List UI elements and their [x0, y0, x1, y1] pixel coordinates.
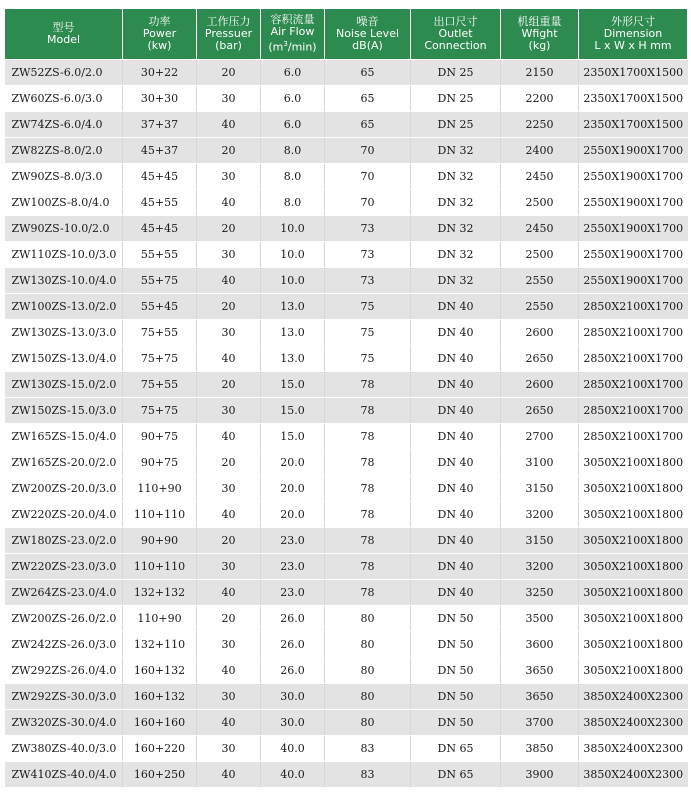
weight-cell: 3100 — [501, 450, 579, 476]
dimension-cell: 2550X1900X1700 — [579, 242, 688, 268]
pressure-cell: 30 — [197, 476, 261, 502]
pressure-cell: 20 — [197, 60, 261, 86]
power-cell: 110+110 — [123, 502, 197, 528]
table-header — [5, 9, 688, 60]
dimension-cell: 3850X2400X2300 — [579, 736, 688, 762]
outlet-cell: DN 50 — [411, 606, 501, 632]
pressure-cell: 30 — [197, 320, 261, 346]
air-flow-cell: 20.0 — [261, 502, 325, 528]
air-flow-cell: 23.0 — [261, 528, 325, 554]
noise-cell: 70 — [325, 138, 411, 164]
dimension-cell: 2550X1900X1700 — [579, 190, 688, 216]
outlet-cell: DN 32 — [411, 268, 501, 294]
power-cell: 75+55 — [123, 320, 197, 346]
noise-cell: 78 — [325, 554, 411, 580]
model-cell: ZW165ZS-20.0/2.0 — [5, 450, 123, 476]
weight-cell: 3150 — [501, 528, 579, 554]
noise-cell: 75 — [325, 346, 411, 372]
outlet-cell: DN 40 — [411, 528, 501, 554]
outlet-cell: DN 40 — [411, 580, 501, 606]
weight-cell: 2150 — [501, 60, 579, 86]
col-header-air-flow: 容积流量 Air Flow $(m^3/\min)$ — [261, 9, 325, 60]
pressure-cell: 40 — [197, 346, 261, 372]
model-cell: ZW130ZS-13.0/3.0 — [5, 320, 123, 346]
outlet-cell: DN 32 — [411, 242, 501, 268]
model-cell: ZW100ZS-13.0/2.0 — [5, 294, 123, 320]
air-flow-cell: 26.0 — [261, 606, 325, 632]
weight-cell: 2450 — [501, 216, 579, 242]
weight-cell: 2500 — [501, 242, 579, 268]
air-flow-cell: 8.0 — [261, 164, 325, 190]
table-body — [5, 60, 688, 788]
pressure-cell: 40 — [197, 424, 261, 450]
dimension-cell: 2850X2100X1700 — [579, 346, 688, 372]
noise-cell: 78 — [325, 424, 411, 450]
weight-cell: 2200 — [501, 86, 579, 112]
noise-cell: 83 — [325, 762, 411, 788]
weight-cell: 2600 — [501, 320, 579, 346]
power-cell: 30+22 — [123, 60, 197, 86]
weight-cell: 3250 — [501, 580, 579, 606]
air-flow-cell: 8.0 — [261, 138, 325, 164]
weight-cell: 3700 — [501, 710, 579, 736]
power-cell: 75+55 — [123, 372, 197, 398]
pressure-cell: 40 — [197, 190, 261, 216]
model-cell: ZW320ZS-30.0/4.0 — [5, 710, 123, 736]
weight-cell: 3200 — [501, 502, 579, 528]
dimension-cell: 2850X2100X1700 — [579, 320, 688, 346]
dimension-cell: 3050X2100X1800 — [579, 554, 688, 580]
noise-cell: 78 — [325, 580, 411, 606]
pressure-cell: 30 — [197, 736, 261, 762]
model-cell: ZW380ZS-40.0/3.0 — [5, 736, 123, 762]
weight-cell: 2400 — [501, 138, 579, 164]
power-cell: 55+55 — [123, 242, 197, 268]
model-cell: ZW220ZS-23.0/3.0 — [5, 554, 123, 580]
model-cell: ZW130ZS-10.0/4.0 — [5, 268, 123, 294]
outlet-cell: DN 40 — [411, 372, 501, 398]
pressure-cell: 40 — [197, 710, 261, 736]
power-cell: 90+75 — [123, 424, 197, 450]
power-cell: 75+75 — [123, 346, 197, 372]
weight-cell: 3600 — [501, 632, 579, 658]
table-row — [5, 216, 688, 242]
outlet-cell: DN 40 — [411, 398, 501, 424]
col-header-dimension: 外形尺寸 Dimension L x W x H mm — [579, 9, 688, 60]
dimension-cell: 2350X1700X1500 — [579, 112, 688, 138]
outlet-cell: DN 25 — [411, 60, 501, 86]
power-cell: 160+250 — [123, 762, 197, 788]
table-row — [5, 528, 688, 554]
model-cell: ZW264ZS-23.0/4.0 — [5, 580, 123, 606]
pressure-cell: 20 — [197, 216, 261, 242]
outlet-cell: DN 40 — [411, 346, 501, 372]
col-header-model: 型号 Model — [5, 9, 123, 60]
model-cell: ZW220ZS-20.0/4.0 — [5, 502, 123, 528]
weight-cell: 2550 — [501, 294, 579, 320]
power-cell: 55+45 — [123, 294, 197, 320]
dimension-cell: 3050X2100X1800 — [579, 658, 688, 684]
dimension-cell: 2850X2100X1700 — [579, 372, 688, 398]
model-cell: ZW410ZS-40.0/4.0 — [5, 762, 123, 788]
dimension-cell: 2350X1700X1500 — [579, 86, 688, 112]
model-cell: ZW292ZS-26.0/4.0 — [5, 658, 123, 684]
weight-cell: 3650 — [501, 684, 579, 710]
noise-cell: 78 — [325, 398, 411, 424]
power-cell: 110+90 — [123, 476, 197, 502]
noise-cell: 78 — [325, 372, 411, 398]
outlet-cell: DN 40 — [411, 554, 501, 580]
noise-cell: 78 — [325, 502, 411, 528]
table-row — [5, 476, 688, 502]
table-row — [5, 138, 688, 164]
spec-table — [4, 8, 688, 788]
power-cell: 132+110 — [123, 632, 197, 658]
model-cell: ZW200ZS-26.0/2.0 — [5, 606, 123, 632]
outlet-cell: DN 65 — [411, 762, 501, 788]
noise-cell: 75 — [325, 294, 411, 320]
model-cell: ZW90ZS-8.0/3.0 — [5, 164, 123, 190]
table-row — [5, 346, 688, 372]
pressure-cell: 30 — [197, 86, 261, 112]
table-row — [5, 398, 688, 424]
noise-cell: 73 — [325, 242, 411, 268]
air-flow-cell: 15.0 — [261, 372, 325, 398]
outlet-cell: DN 50 — [411, 632, 501, 658]
outlet-cell: DN 40 — [411, 424, 501, 450]
col-header-power: 功率 Power (kw) — [123, 9, 197, 60]
table-row — [5, 164, 688, 190]
power-cell: 90+90 — [123, 528, 197, 554]
weight-cell: 2700 — [501, 424, 579, 450]
power-cell: 110+110 — [123, 554, 197, 580]
dimension-cell: 3050X2100X1800 — [579, 528, 688, 554]
model-cell: ZW74ZS-6.0/4.0 — [5, 112, 123, 138]
power-cell: 55+75 — [123, 268, 197, 294]
col-header-pressure: 工作压力 Pressuer (bar) — [197, 9, 261, 60]
dimension-cell: 2350X1700X1500 — [579, 60, 688, 86]
pressure-cell: 30 — [197, 554, 261, 580]
model-cell: ZW150ZS-13.0/4.0 — [5, 346, 123, 372]
noise-cell: 65 — [325, 60, 411, 86]
table-row — [5, 424, 688, 450]
table-row — [5, 190, 688, 216]
pressure-cell: 30 — [197, 684, 261, 710]
air-flow-cell: 26.0 — [261, 658, 325, 684]
table-row — [5, 268, 688, 294]
table-row — [5, 372, 688, 398]
pressure-cell: 20 — [197, 372, 261, 398]
dimension-cell: 2850X2100X1700 — [579, 424, 688, 450]
model-cell: ZW200ZS-20.0/3.0 — [5, 476, 123, 502]
table-row — [5, 736, 688, 762]
power-cell: 110+90 — [123, 606, 197, 632]
model-cell: ZW242ZS-26.0/3.0 — [5, 632, 123, 658]
pressure-cell: 30 — [197, 242, 261, 268]
model-cell: ZW82ZS-8.0/2.0 — [5, 138, 123, 164]
weight-cell: 2600 — [501, 372, 579, 398]
noise-cell: 80 — [325, 710, 411, 736]
power-cell: 75+75 — [123, 398, 197, 424]
pressure-cell: 40 — [197, 762, 261, 788]
dimension-cell: 2550X1900X1700 — [579, 216, 688, 242]
air-flow-cell: 10.0 — [261, 242, 325, 268]
table-row — [5, 112, 688, 138]
noise-cell: 83 — [325, 736, 411, 762]
outlet-cell: DN 40 — [411, 294, 501, 320]
noise-cell: 75 — [325, 320, 411, 346]
table-row — [5, 658, 688, 684]
outlet-cell: DN 32 — [411, 190, 501, 216]
air-flow-cell: 13.0 — [261, 320, 325, 346]
table-row — [5, 86, 688, 112]
model-cell: ZW110ZS-10.0/3.0 — [5, 242, 123, 268]
col-header-outlet: 出口尺寸 Outlet Connection — [411, 9, 501, 60]
dimension-cell: 2850X2100X1700 — [579, 398, 688, 424]
weight-cell: 2500 — [501, 190, 579, 216]
power-cell: 45+55 — [123, 190, 197, 216]
weight-cell: 3500 — [501, 606, 579, 632]
power-cell: 160+160 — [123, 710, 197, 736]
outlet-cell: DN 25 — [411, 86, 501, 112]
dimension-cell: 3850X2400X2300 — [579, 684, 688, 710]
table-row — [5, 762, 688, 788]
table-row — [5, 294, 688, 320]
power-cell: 160+220 — [123, 736, 197, 762]
weight-cell: 3150 — [501, 476, 579, 502]
power-cell: 160+132 — [123, 658, 197, 684]
air-flow-cell: 40.0 — [261, 736, 325, 762]
power-cell: 37+37 — [123, 112, 197, 138]
table-row — [5, 450, 688, 476]
air-flow-cell: 6.0 — [261, 60, 325, 86]
dimension-cell: 2550X1900X1700 — [579, 164, 688, 190]
power-cell: 90+75 — [123, 450, 197, 476]
noise-cell: 78 — [325, 476, 411, 502]
model-cell: ZW100ZS-8.0/4.0 — [5, 190, 123, 216]
model-cell: ZW52ZS-6.0/2.0 — [5, 60, 123, 86]
pressure-cell: 40 — [197, 580, 261, 606]
table-row — [5, 242, 688, 268]
pressure-cell: 30 — [197, 398, 261, 424]
model-cell: ZW60ZS-6.0/3.0 — [5, 86, 123, 112]
noise-cell: 73 — [325, 268, 411, 294]
weight-cell: 2450 — [501, 164, 579, 190]
power-cell: 45+45 — [123, 216, 197, 242]
table-row — [5, 320, 688, 346]
dimension-cell: 3050X2100X1800 — [579, 606, 688, 632]
air-flow-cell: 40.0 — [261, 762, 325, 788]
noise-cell: 70 — [325, 190, 411, 216]
table-row — [5, 710, 688, 736]
table-row — [5, 632, 688, 658]
pressure-cell: 20 — [197, 138, 261, 164]
outlet-cell: DN 32 — [411, 138, 501, 164]
noise-cell: 70 — [325, 164, 411, 190]
air-flow-cell: 23.0 — [261, 554, 325, 580]
air-flow-cell: 10.0 — [261, 216, 325, 242]
weight-cell: 3900 — [501, 762, 579, 788]
noise-cell: 65 — [325, 112, 411, 138]
table-row — [5, 554, 688, 580]
air-flow-cell: 15.0 — [261, 398, 325, 424]
air-flow-cell: 13.0 — [261, 346, 325, 372]
outlet-cell: DN 50 — [411, 710, 501, 736]
model-cell: ZW130ZS-15.0/2.0 — [5, 372, 123, 398]
power-cell: 45+37 — [123, 138, 197, 164]
dimension-cell: 2850X2100X1700 — [579, 294, 688, 320]
dimension-cell: 3050X2100X1800 — [579, 502, 688, 528]
air-flow-cell: 15.0 — [261, 424, 325, 450]
noise-cell: 78 — [325, 528, 411, 554]
noise-cell: 80 — [325, 658, 411, 684]
weight-cell: 2650 — [501, 398, 579, 424]
air-flow-cell: 8.0 — [261, 190, 325, 216]
noise-cell: 65 — [325, 86, 411, 112]
air-flow-cell: 10.0 — [261, 268, 325, 294]
air-flow-cell: 23.0 — [261, 580, 325, 606]
power-cell: 160+132 — [123, 684, 197, 710]
air-flow-cell: 20.0 — [261, 476, 325, 502]
pressure-cell: 40 — [197, 268, 261, 294]
pressure-cell: 30 — [197, 632, 261, 658]
noise-cell: 80 — [325, 606, 411, 632]
dimension-cell: 2550X1900X1700 — [579, 268, 688, 294]
power-cell: 132+132 — [123, 580, 197, 606]
outlet-cell: DN 32 — [411, 164, 501, 190]
pressure-cell: 20 — [197, 450, 261, 476]
outlet-cell: DN 32 — [411, 216, 501, 242]
pressure-cell: 30 — [197, 164, 261, 190]
model-cell: ZW292ZS-30.0/3.0 — [5, 684, 123, 710]
col-header-noise: 噪音 Noise Level dB(A) — [325, 9, 411, 60]
weight-cell: 3200 — [501, 554, 579, 580]
weight-cell: 2650 — [501, 346, 579, 372]
noise-cell: 78 — [325, 450, 411, 476]
outlet-cell: DN 40 — [411, 450, 501, 476]
pressure-cell: 40 — [197, 502, 261, 528]
outlet-cell: DN 50 — [411, 658, 501, 684]
pressure-cell: 40 — [197, 658, 261, 684]
weight-cell: 2550 — [501, 268, 579, 294]
noise-cell: 80 — [325, 632, 411, 658]
model-cell: ZW150ZS-15.0/3.0 — [5, 398, 123, 424]
dimension-cell: 3050X2100X1800 — [579, 580, 688, 606]
outlet-cell: DN 25 — [411, 112, 501, 138]
dimension-cell: 3850X2400X2300 — [579, 762, 688, 788]
air-flow-cell: 30.0 — [261, 684, 325, 710]
model-cell: ZW165ZS-15.0/4.0 — [5, 424, 123, 450]
power-cell: 45+45 — [123, 164, 197, 190]
outlet-cell: DN 40 — [411, 502, 501, 528]
table-row — [5, 580, 688, 606]
col-header-weight: 机组重量 Wfight (kg) — [501, 9, 579, 60]
model-cell: ZW90ZS-10.0/2.0 — [5, 216, 123, 242]
table-row — [5, 606, 688, 632]
pressure-cell: 20 — [197, 528, 261, 554]
weight-cell: 3650 — [501, 658, 579, 684]
power-cell: 30+30 — [123, 86, 197, 112]
air-flow-unit: $(m^3/\min)$ — [268, 40, 317, 54]
dimension-cell: 2550X1900X1700 — [579, 138, 688, 164]
table-row — [5, 60, 688, 86]
weight-cell: 2250 — [501, 112, 579, 138]
dimension-cell: 3050X2100X1800 — [579, 632, 688, 658]
outlet-cell: DN 40 — [411, 320, 501, 346]
noise-cell: 73 — [325, 216, 411, 242]
pressure-cell: 20 — [197, 294, 261, 320]
air-flow-cell: 20.0 — [261, 450, 325, 476]
table-row — [5, 502, 688, 528]
outlet-cell: DN 65 — [411, 736, 501, 762]
outlet-cell: DN 40 — [411, 476, 501, 502]
model-cell: ZW180ZS-23.0/2.0 — [5, 528, 123, 554]
air-flow-cell: 6.0 — [261, 112, 325, 138]
dimension-cell: 3850X2400X2300 — [579, 710, 688, 736]
pressure-cell: 40 — [197, 112, 261, 138]
outlet-cell: DN 50 — [411, 684, 501, 710]
dimension-cell: 3050X2100X1800 — [579, 450, 688, 476]
air-flow-cell: 30.0 — [261, 710, 325, 736]
pressure-cell: 20 — [197, 606, 261, 632]
dimension-cell: 3050X2100X1800 — [579, 476, 688, 502]
table-row — [5, 684, 688, 710]
weight-cell: 3850 — [501, 736, 579, 762]
air-flow-cell: 26.0 — [261, 632, 325, 658]
noise-cell: 80 — [325, 684, 411, 710]
air-flow-cell: 13.0 — [261, 294, 325, 320]
air-flow-cell: 6.0 — [261, 86, 325, 112]
